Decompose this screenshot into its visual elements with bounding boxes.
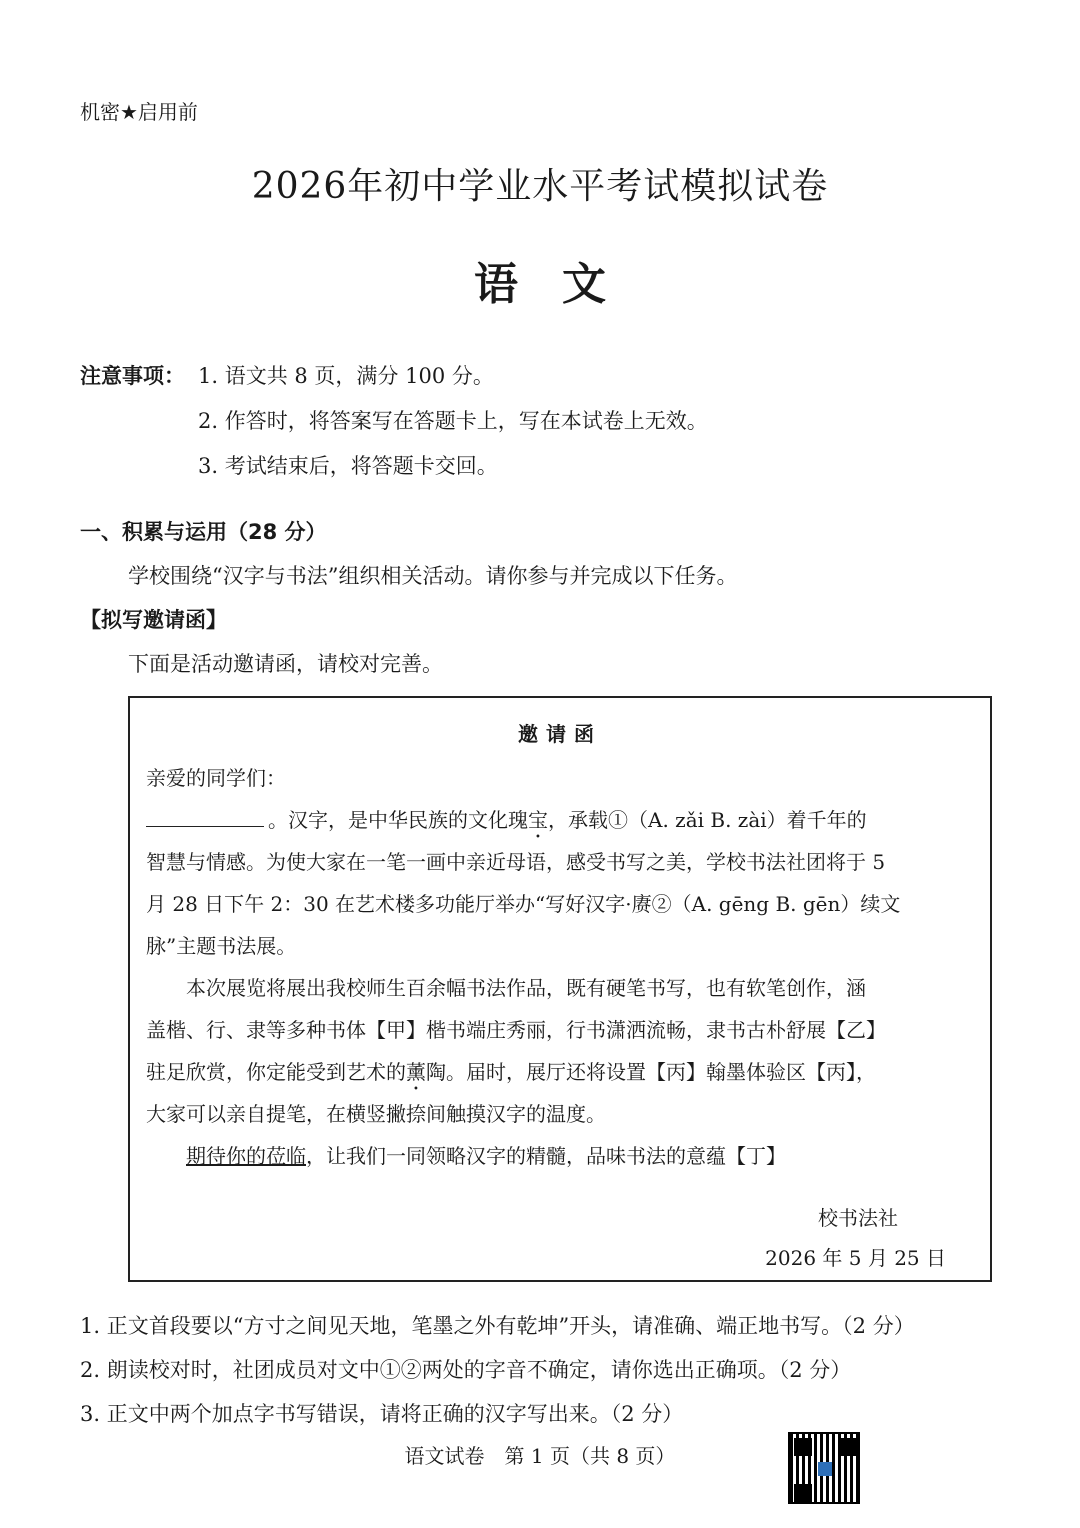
letter-text: 陶。届时，展厅还将设置【丙】翰墨体验区【丙】， — [426, 1060, 876, 1084]
note-item: 1. 语文共 8 页，满分 100 分。 — [198, 364, 494, 388]
letter-text: 。汉字，是中华民族的文化瑰 — [268, 808, 528, 832]
dotted-char: 宝 — [528, 808, 548, 832]
letter-line: 智慧与情感。为使大家在一笔一画中亲近母语，感受书写之美，学校书法社团将于 5 — [146, 850, 886, 874]
task-label: 【拟写邀请函】 — [80, 608, 227, 632]
letter-line: 月 28 日下午 2：30 在艺术楼多功能厅举办“写好汉字·赓②（A. gēng B. gēn）续文 — [146, 892, 901, 916]
letter-date: 2026 年 5 月 25 日 — [765, 1246, 946, 1270]
notes-label: 注意事项： — [80, 364, 185, 388]
letter-line: 大家可以亲自提笔，在横竖撇捺间触摸汉字的温度。 — [146, 1102, 606, 1126]
dotted-char: 薰 — [406, 1060, 426, 1084]
letter-salutation: 亲爱的同学们： — [146, 766, 286, 790]
qr-logo-icon — [818, 1462, 832, 1476]
letter-text: ，承载①（A. zǎi B. zài）着千年的 — [548, 808, 867, 832]
letter-text: ，让我们一同领略汉字的精髓，品味书法的意蕴【丁】 — [306, 1144, 786, 1168]
question-2: 2. 朗读校对时，社团成员对文中①②两处的字音不确定，请你选出正确项。（2 分） — [80, 1358, 852, 1382]
letter-line — [146, 1056, 876, 1095]
underlined-text: 期待你的莅临 — [186, 1144, 306, 1168]
note-item: 2. 作答时，将答案写在答题卡上，写在本试卷上无效。 — [198, 409, 708, 433]
letter-text: 本次展览将展出我校师生百余幅书法作品，既有硬笔书写，也有软笔创作，涵 — [186, 976, 866, 1000]
subject-title: 语 文 — [474, 259, 606, 310]
question-1: 1. 正文首段要以“方寸之间见天地，笔墨之外有乾坤”开头，请准确、端正地书写。（2 分） — [80, 1314, 915, 1338]
letter-line — [146, 804, 867, 843]
letter-line — [186, 972, 866, 1001]
page-footer: 语文试卷 第 1 页（共 8 页） — [404, 1444, 676, 1468]
task-intro: 下面是活动邀请函，请校对完善。 — [128, 652, 443, 676]
letter-line: 脉”主题书法展。 — [146, 934, 297, 958]
section-intro: 学校围绕“汉字与书法”组织相关活动。请你参与并完成以下任务。 — [128, 564, 738, 588]
note-item: 3. 考试结束后，将答题卡交回。 — [198, 454, 498, 478]
letter-line: 盖楷、行、隶等多种书体【甲】楷书端庄秀丽，行书潇洒流畅，隶书古朴舒展【乙】 — [146, 1018, 886, 1042]
letter-title: 邀请函 — [518, 722, 602, 746]
question-3: 3. 正文中两个加点字书写错误，请将正确的汉字写出来。（2 分） — [80, 1402, 684, 1426]
letter-signature: 校书法社 — [818, 1206, 898, 1230]
invitation-letter — [128, 696, 992, 1282]
letter-line — [186, 1140, 786, 1169]
section-title: 一、积累与运用（28 分） — [80, 520, 327, 544]
confidential-label: 机密★启用前 — [80, 100, 198, 124]
qr-code-icon — [788, 1432, 860, 1504]
letter-text: 驻足欣赏，你定能受到艺术的 — [146, 1060, 406, 1084]
exam-title: 2026年初中学业水平考试模拟试卷 — [251, 166, 829, 207]
fill-blank — [146, 808, 264, 827]
